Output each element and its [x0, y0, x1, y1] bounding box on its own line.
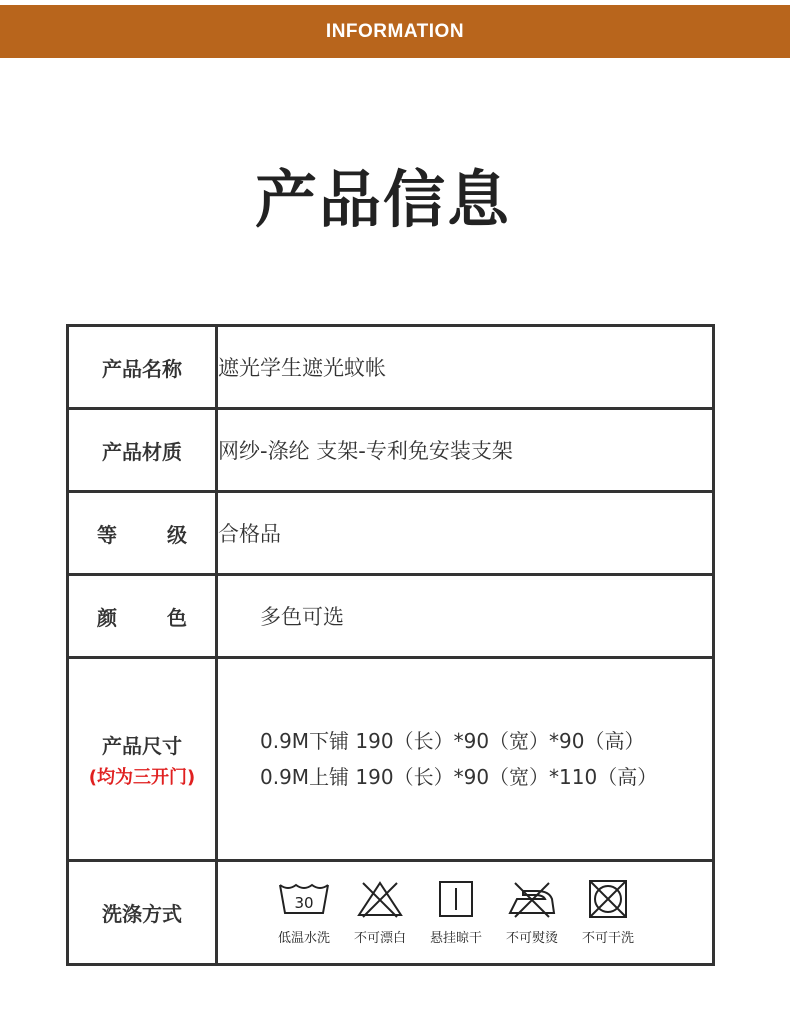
row-label	[68, 409, 217, 492]
wash-temp-text: 30	[294, 894, 314, 912]
table-row	[68, 575, 714, 658]
row-label	[68, 658, 217, 861]
size-line-upper: 0.9M上铺 190（长）*90（宽）*110（高）	[260, 765, 658, 789]
table-row	[68, 492, 714, 575]
wash-care-label: 不可干洗	[581, 931, 634, 946]
product-info-table	[66, 324, 715, 966]
row-label-char: 级	[167, 522, 187, 547]
color-value: 多色可选	[217, 575, 714, 658]
wash-care-cell	[217, 861, 714, 965]
wash-30-icon	[277, 879, 331, 919]
row-label-text: 产品材质	[102, 439, 182, 464]
wash-care-label: 不可熨烫	[505, 931, 558, 946]
wash-care-icons	[218, 879, 712, 946]
row-label-text: 洗涤方式	[102, 902, 182, 926]
wash-care-label: 不可漂白	[353, 931, 406, 946]
wash-care-item	[342, 879, 418, 946]
table-row	[68, 658, 714, 861]
grade-value: 合格品	[217, 492, 714, 575]
table-row	[68, 409, 714, 492]
row-label-char: 颜	[97, 605, 117, 630]
wash-care-item	[570, 879, 646, 946]
size-line-lower: 0.9M下铺 190（长）*90（宽）*90（高）	[260, 729, 645, 753]
banner-title: INFORMATION	[325, 20, 465, 42]
material-value: 网纱-涤纶 支架-专利免安装支架	[217, 409, 714, 492]
no-iron-icon	[505, 879, 559, 919]
row-label-char: 等	[97, 522, 117, 547]
row-label-text: 产品名称	[102, 356, 182, 381]
row-label	[68, 492, 217, 575]
wash-care-label: 低温水洗	[277, 931, 330, 946]
no-bleach-icon	[353, 879, 407, 919]
row-label-text: 产品尺寸	[102, 733, 182, 758]
row-label	[68, 861, 217, 965]
no-dry-clean-icon	[581, 879, 635, 919]
product-name-value: 遮光学生遮光蚊帐	[217, 326, 714, 409]
page-title: 产品信息	[254, 163, 511, 236]
row-label	[68, 575, 217, 658]
size-value	[217, 658, 714, 861]
header-banner	[0, 5, 790, 58]
size-note: (均为三开门)	[88, 766, 196, 788]
wash-care-item	[266, 879, 342, 946]
row-label	[68, 326, 217, 409]
wash-care-item	[494, 879, 570, 946]
wash-care-label: 悬挂晾干	[429, 931, 482, 946]
table-row	[68, 326, 714, 409]
hang-dry-icon	[429, 879, 483, 919]
row-label-char: 色	[167, 605, 187, 630]
wash-care-item	[418, 879, 494, 946]
table-row	[68, 861, 714, 965]
